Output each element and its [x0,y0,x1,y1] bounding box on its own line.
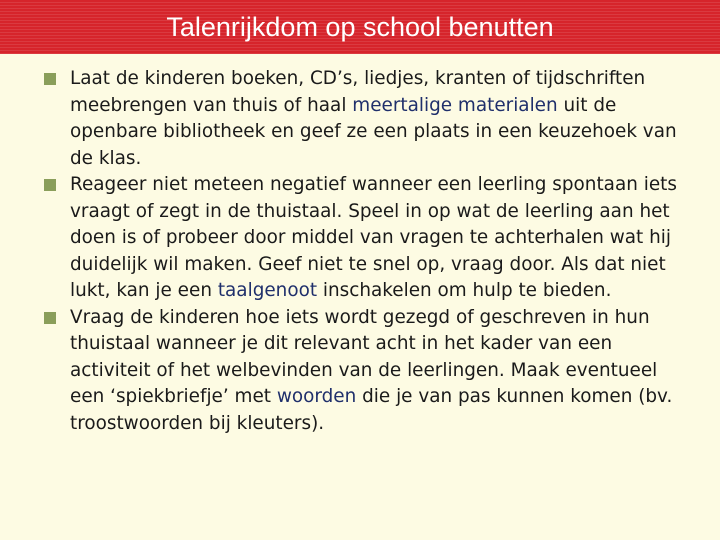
square-bullet-icon [44,312,56,324]
slide-title: Talenrijkdom op school benutten [166,12,554,42]
bullet-text: Reageer niet meteen negatief wanneer een leerling spontaan iets vraagt of zegt in de thuistaal. Speel in op wat de leerling aan het doen is of probeer door middel van vragen te achterhalen wat hij duidelijk wil maken. Geef niet te snel op, vraag door. Als dat niet lukt, kan je een [70,174,677,301]
bullet-text: inschakelen om hulp te bieden. [317,280,612,301]
square-bullet-icon [44,179,56,191]
bullet-item-home-language [44,172,689,305]
bullet-text: die je van pas kunnen komen (bv. troostwoorden bij kleuters). [70,386,673,434]
bullet-text: uit de openbare bibliotheek en geef ze een plaats in een keuzehoek van de klas. [70,94,677,169]
bullet-list [44,66,689,437]
square-bullet-icon [44,73,56,85]
bullet-item-ask-children [44,305,689,438]
highlighted-term: meertalige materialen [352,94,558,116]
bullet-item-materials [44,66,689,172]
bullet-text: Vraag de kinderen hoe iets wordt gezegd of geschreven in hun thuistaal wanneer je dit relevant acht in het kader van een activiteit of het welbevinden van de leerlingen. Maak eventueel een ‘spiekbriefje’ met [70,306,658,407]
highlighted-term: woorden [276,386,357,407]
highlighted-term: taalgenoot [217,280,318,301]
title-bar [0,0,720,54]
slide-content [44,66,689,437]
bullet-text: Laat de kinderen boeken, CD’s, liedjes, kranten of tijdschriften meebrengen van thuis of haal [70,68,646,116]
